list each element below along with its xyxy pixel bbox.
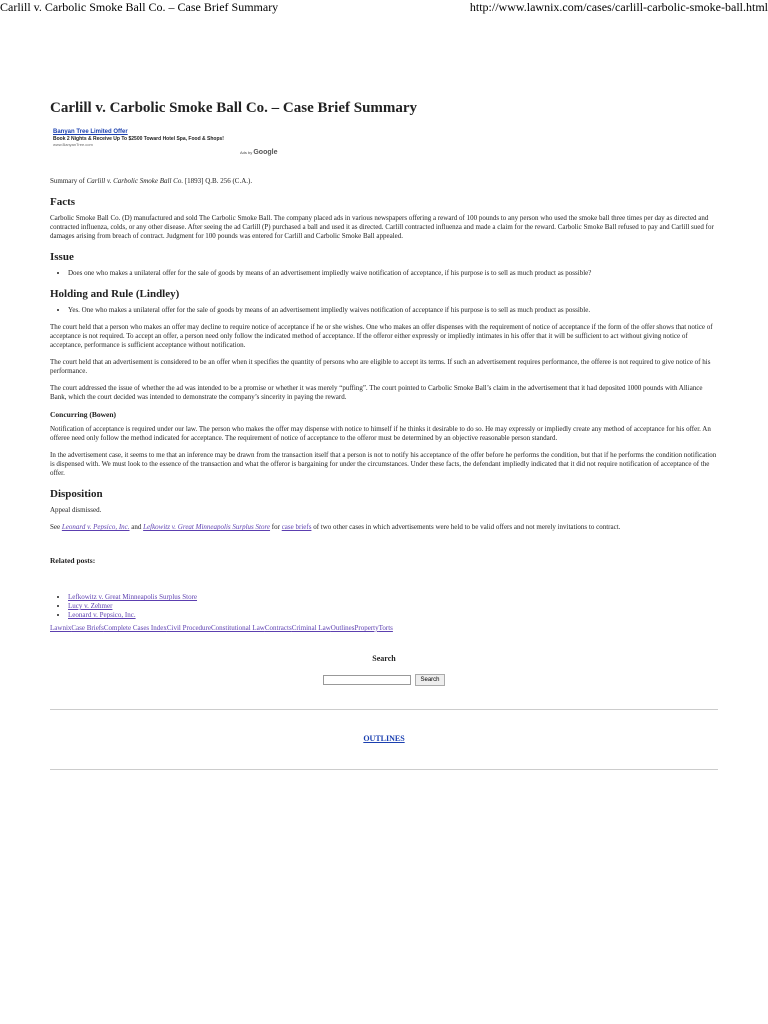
search-input[interactable] — [323, 675, 411, 685]
holding-paragraph-1: The court held that a person who makes an offer may decline to require notice of acceptance if he or she wishes. One who makes an offer dispenses with the requirement of notice of acceptance if the form of the offer shows that notice of acceptance is not required. To accept an offer, a person need only follow the indicated method of acceptance. If the offeror either expressly or impliedly intimates in his offer that it will be sufficient to act without giving notice of acceptance, performance is sufficient acceptance without notification. — [50, 323, 713, 349]
concurring-heading: Concurring (Bowen) — [50, 410, 117, 419]
issue-item: • Does one who makes a unilateral offer for the sale of goods by means of an advertisement impliedly waive notification of acceptance, if his purpose is to sell as much product as possible? — [68, 269, 718, 278]
category-link-contracts[interactable]: Contracts — [264, 624, 292, 632]
search-label: Search — [372, 654, 396, 663]
print-header-title: Carlill v. Carbolic Smoke Ball Co. – Case Brief Summary — [0, 0, 279, 14]
ad-title[interactable]: Banyan Tree Limited Offer — [53, 129, 128, 135]
category-link-case-briefs[interactable]: Case Briefs — [71, 624, 104, 632]
related-post-item — [68, 593, 718, 602]
see-prefix: See — [50, 523, 62, 531]
case-briefs-link[interactable]: case briefs — [281, 523, 312, 531]
outlines-link[interactable]: OUTLINES — [363, 734, 405, 743]
outlines-section — [50, 710, 718, 769]
summary-citation: [1893] Q.B. 256 (C.A.). — [183, 177, 253, 185]
ads-by-label: Ads by — [240, 150, 253, 155]
ads-by-google[interactable] — [240, 149, 277, 156]
summary-case-name: Carlill v. Carbolic Smoke Ball Co. — [86, 177, 184, 185]
related-post-link[interactable]: Lefkowitz v. Great Minneapolis Surplus Store — [68, 593, 198, 601]
concurring-paragraph-2: In the advertisement case, it seems to me that an inference may be drawn from the transaction itself that a person is not to notify his acceptance of the offer before he performs the condition, but that if he performs the condition notification is dispensed with. We must look to the essence of the transaction and what the offeror is bargaining for under the circumstances. Under these facts, the defendant impliedly indicated that it did not require notification of acceptance of the offer. — [50, 451, 717, 477]
facts-heading: Facts — [50, 196, 76, 208]
category-link-property[interactable]: Property — [354, 624, 379, 632]
search-widget — [50, 654, 718, 689]
holding-list — [50, 306, 718, 315]
issue-heading: Issue — [50, 251, 74, 263]
summary-line — [50, 177, 718, 186]
category-link-torts[interactable]: Torts — [378, 624, 393, 632]
disposition-text: Appeal dismissed. — [50, 506, 102, 514]
category-link-complete-cases-index[interactable]: Complete Cases Index — [103, 624, 167, 632]
search-button[interactable]: Search — [415, 674, 444, 686]
related-posts-heading: Related posts: — [50, 556, 96, 565]
disposition-heading: Disposition — [50, 488, 103, 500]
category-link-criminal-law[interactable]: Criminal Law — [291, 624, 331, 632]
related-post-item — [68, 611, 718, 620]
leonard-pepsico-link[interactable]: Leonard v. Pepsico, Inc. — [61, 523, 130, 531]
print-header-url: http://www.lawnix.com/cases/carlill-carbolic-smoke-ball.html — [469, 0, 768, 14]
see-and: and — [129, 523, 144, 531]
category-nav — [50, 624, 718, 632]
summary-prefix: Summary of — [50, 177, 87, 185]
related-post-item — [68, 602, 718, 611]
related-post-link[interactable]: Leonard v. Pepsico, Inc. — [68, 611, 136, 619]
google-ad-block[interactable] — [50, 129, 280, 163]
ad-description: Book 2 Nights & Receive Up To $2500 Toward Hotel Spa, Food & Shops! — [53, 136, 224, 142]
lefkowitz-link[interactable]: Lefkowitz v. Great Minneapolis Surplus Store — [143, 523, 271, 531]
category-link-lawnix[interactable]: Lawnix — [50, 624, 72, 632]
facts-text: Carbolic Smoke Ball Co. (D) manufactured and sold The Carbolic Smoke Ball. The company placed ads in various newspapers offering a reward of 100 pounds to any person who used the smoke ball three times per day as directed and contracted influenza, colds, or any other disease. After seeing the ad Carlill (P) purchased a ball and used it as directed. Carlill contracted influenza and made a claim for the reward. Carbolic Smoke Ball refused to pay and Carlill sued for damages arising from breach of contract. Judgment for 100 pounds was entered for Carlill and Carbolic Smoke Ball appealed. — [50, 214, 714, 240]
category-link-civil-procedure[interactable]: Civil Procedure — [166, 624, 211, 632]
holding-paragraph-3: The court addressed the issue of whether the ad was intended to be a promise or whether it was merely “puffing”. The court pointed to Carbolic Smoke Ball’s claim in the advertisement that it had deposited 1000 pounds with Alliance Bank, which the court decided was intended to demonstrate the company’s sincerity in paying the reward. — [50, 384, 703, 401]
holding-paragraph-2: The court held that an advertisement is considered to be an offer when it specifies the quantity of persons who are eligible to accept its terms. If such an advertisement requires performance, the offeree is not required to give notice of his performance. — [50, 358, 711, 375]
holding-item: • Yes. One who makes a unilateral offer for the sale of goods by means of an advertisement impliedly waives notification of acceptance if his purpose is to sell as much product as possible. — [68, 306, 718, 315]
related-posts-list — [50, 593, 718, 620]
see-suffix: of two other cases in which advertisements were held to be valid offers and not merely invitations to contract. — [311, 523, 621, 531]
see-also-line — [50, 523, 718, 532]
category-link-constitutional-law[interactable]: Constitutional Law — [211, 624, 265, 632]
divider-bottom — [50, 769, 718, 770]
see-for: for — [270, 523, 282, 531]
google-logo: Google — [253, 149, 278, 156]
holding-heading: Holding and Rule (Lindley) — [50, 288, 180, 300]
category-link-outlines[interactable]: Outlines — [330, 624, 355, 632]
related-post-link[interactable]: Lucy v. Zehmer — [68, 602, 113, 610]
issue-list — [50, 269, 718, 278]
print-header — [0, 0, 768, 16]
concurring-paragraph-1: Notification of acceptance is required under our law. The person who makes the offer may dispense with notice to himself if he thinks it desirable to do so. He may expressly or impliedly create any method of acceptance for his offer. An offeree need only follow the method indicated for acceptance. The requirement of notice of acceptance to the offeror must be determined by an objective reasonable person standard. — [50, 425, 711, 442]
page-title: Carlill v. Carbolic Smoke Ball Co. – Case Brief Summary — [50, 100, 418, 116]
article — [50, 100, 718, 770]
ad-url[interactable]: www.BanyanTree.com — [53, 142, 93, 147]
